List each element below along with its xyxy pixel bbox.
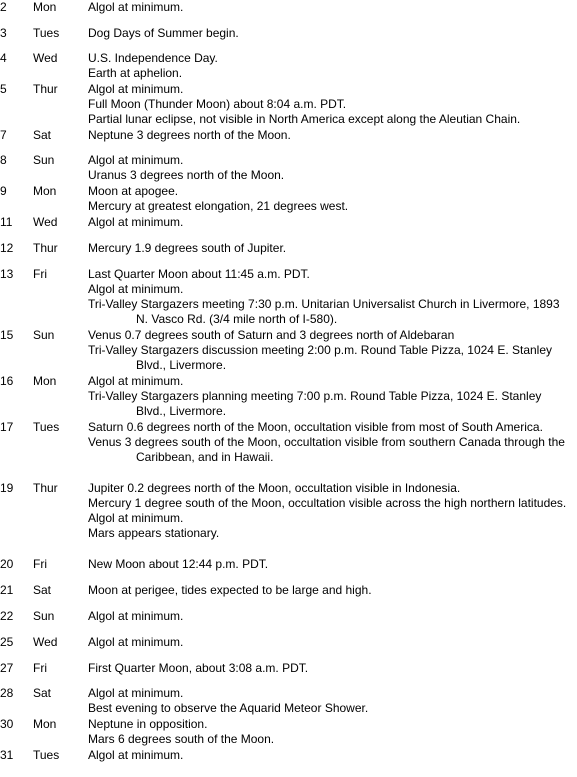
entry-day: 27	[0, 661, 14, 675]
event-text: Partial lunar eclipse, not visible in North America except along the Aleutian Chain.	[88, 112, 521, 126]
event-text: Tri-Valley Stargazers planning meeting 7:00 p.m. Round Table Pizza, 1024 E. Stanley Blvd., Livermore.	[88, 389, 542, 418]
entry-events	[88, 374, 573, 419]
entry-day: 28	[0, 686, 14, 700]
entry-events	[88, 686, 573, 716]
entry-day: 22	[0, 609, 14, 623]
entry-events	[88, 128, 573, 143]
event-text: U.S. Independence Day.	[88, 51, 218, 65]
event-text: Uranus 3 degrees north of the Moon.	[88, 168, 285, 182]
entry-weekday: Wed	[33, 51, 58, 65]
entry-day: 11	[0, 215, 13, 229]
event-text: Tri-Valley Stargazers discussion meeting 2:00 p.m. Round Table Pizza, 1024 E. Stanley Blvd., Livermore.	[88, 343, 553, 372]
event-text: Algol at minimum.	[88, 609, 184, 623]
event-text: Algol at minimum.	[88, 686, 184, 700]
entry-day: 31	[0, 748, 14, 762]
entry-events	[88, 82, 573, 127]
entry-day: 17	[0, 420, 14, 434]
event-text: Moon at apogee.	[88, 184, 179, 198]
entry-events	[88, 215, 573, 230]
event-text: Algol at minimum.	[88, 282, 184, 296]
entry-day: 9	[0, 184, 7, 198]
entry-events	[88, 267, 573, 327]
event-text: Mercury at greatest elongation, 21 degrees west.	[88, 199, 349, 213]
entry-weekday: Tues	[33, 26, 60, 40]
event-text: Full Moon (Thunder Moon) about 8:04 a.m. PDT.	[88, 97, 347, 111]
entry-weekday: Mon	[33, 184, 57, 198]
event-text: Dog Days of Summer begin.	[88, 26, 239, 40]
event-text: Mars appears stationary.	[88, 526, 220, 540]
entry-events	[88, 153, 573, 183]
entry-weekday: Mon	[33, 374, 57, 388]
event-text: Algol at minimum.	[88, 215, 184, 229]
entry-events	[88, 635, 573, 650]
event-text: Algol at minimum.	[88, 635, 184, 649]
event-text: Algol at minimum.	[88, 82, 184, 96]
entry-events	[88, 748, 573, 763]
entry-events	[88, 26, 573, 41]
entry-weekday: Sat	[33, 583, 52, 597]
entry-events	[88, 420, 573, 465]
entry-weekday: Tues	[33, 420, 60, 434]
entry-events	[88, 184, 573, 214]
event-text: Algol at minimum.	[88, 153, 184, 167]
event-text: Jupiter 0.2 degrees north of the Moon, occultation visible in Indonesia.	[88, 481, 461, 495]
entry-day: 19	[0, 481, 14, 495]
entry-weekday: Fri	[33, 661, 47, 675]
event-text: Mars 6 degrees south of the Moon.	[88, 732, 275, 746]
entry-weekday: Thur	[33, 481, 58, 495]
entry-events	[88, 583, 573, 598]
event-text: Venus 3 degrees south of the Moon, occultation visible from southern Canada through the Caribbean, and in Hawaii.	[88, 435, 565, 464]
entry-day: 30	[0, 717, 14, 731]
entry-weekday: Wed	[33, 635, 58, 649]
event-text: Earth at aphelion.	[88, 66, 183, 80]
entry-weekday: Sun	[33, 328, 55, 342]
event-text: Algol at minimum.	[88, 748, 184, 762]
entry-day: 13	[0, 267, 14, 281]
entry-weekday: Mon	[33, 717, 57, 731]
entry-day: 5	[0, 82, 7, 96]
event-text: New Moon about 12:44 p.m. PDT.	[88, 557, 269, 571]
entry-weekday: Sat	[33, 686, 52, 700]
event-text: First Quarter Moon, about 3:08 a.m. PDT.	[88, 661, 309, 675]
entry-day: 3	[0, 26, 7, 40]
event-text: Mercury 1 degree south of the Moon, occultation visible across the high northern latitudes.	[88, 496, 567, 510]
entry-events	[88, 609, 573, 624]
event-text: Saturn 0.6 degrees north of the Moon, occultation visible from most of South America.	[88, 420, 543, 434]
entry-day: 2	[0, 0, 7, 14]
event-text: Algol at minimum.	[88, 374, 184, 388]
entry-weekday: Sat	[33, 128, 52, 142]
event-text: Mercury 1.9 degrees south of Jupiter.	[88, 241, 287, 255]
entry-events	[88, 241, 573, 256]
entry-weekday: Sun	[33, 609, 55, 623]
event-text: Neptune 3 degrees north of the Moon.	[88, 128, 291, 142]
entry-day: 12	[0, 241, 14, 255]
entry-weekday: Thur	[33, 241, 58, 255]
entry-events	[88, 51, 573, 81]
entry-events	[88, 661, 573, 676]
event-text: Best evening to observe the Aquarid Meteor Shower.	[88, 701, 369, 715]
event-text: Moon at perigee, tides expected to be large and high.	[88, 583, 372, 597]
entry-events	[88, 717, 573, 747]
entry-day: 4	[0, 51, 7, 65]
entry-weekday: Fri	[33, 557, 47, 571]
entry-day: 25	[0, 635, 14, 649]
event-text: Venus 0.7 degrees south of Saturn and 3 degrees north of Aldebaran	[88, 328, 455, 342]
event-text: Last Quarter Moon about 11:45 a.m. PDT.	[88, 267, 310, 281]
entry-day: 20	[0, 557, 14, 571]
entry-day: 7	[0, 128, 7, 142]
entry-weekday: Wed	[33, 215, 58, 229]
entry-day: 21	[0, 583, 14, 597]
event-text: Neptune in opposition.	[88, 717, 208, 731]
entry-weekday: Mon	[33, 0, 57, 14]
entry-weekday: Fri	[33, 267, 47, 281]
entry-events	[88, 557, 573, 572]
entry-events	[88, 328, 573, 373]
entry-weekday: Tues	[33, 748, 60, 762]
entry-events	[88, 0, 573, 15]
event-text: Algol at minimum.	[88, 0, 184, 14]
entry-day: 8	[0, 153, 7, 167]
entry-weekday: Thur	[33, 82, 58, 96]
entry-day: 16	[0, 374, 14, 388]
entry-weekday: Sun	[33, 153, 55, 167]
event-text: Tri-Valley Stargazers meeting 7:30 p.m. Unitarian Universalist Church in Livermore, 1893 N. Vasco Rd. (3/4 mile north of I-580).	[88, 297, 560, 326]
entry-events	[88, 481, 573, 541]
entry-day: 15	[0, 328, 14, 342]
event-text: Algol at minimum.	[88, 511, 184, 525]
